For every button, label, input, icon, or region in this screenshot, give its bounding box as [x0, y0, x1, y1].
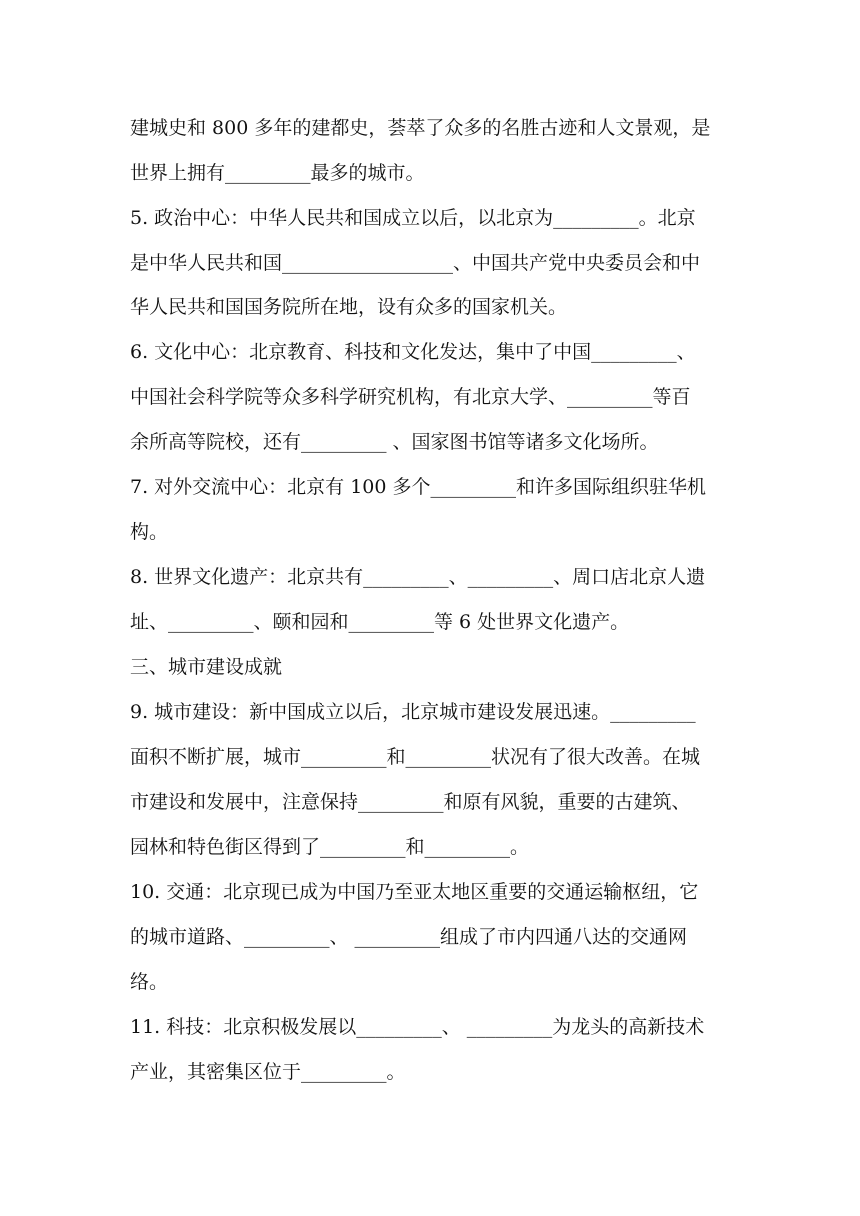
text-line: 华人民共和国国务院所在地，设有众多的国家机关。 [130, 296, 568, 318]
text-line: 中国社会科学院等众多科学研究机构，有北京大学、_________等百 [130, 386, 691, 408]
text-line: 址、_________、颐和园和_________等 6 处世界文化遗产。 [130, 611, 630, 633]
text-line: 络。 [130, 971, 169, 993]
text-line: 5. 政治中心：中华人民共和国成立以后，以北京为_________。北京 [130, 207, 696, 229]
text-line: 11. 科技：北京积极发展以_________、 _________为龙头的高新技术 [130, 1016, 705, 1038]
text-line: 的城市道路、_________、 _________组成了市内四通八达的交通网 [130, 926, 688, 948]
text-line: 构。 [130, 521, 169, 543]
text-line: 市建设和发展中，注意保持_________和原有风貌，重要的古建筑、 [130, 791, 691, 813]
text-line: 是中华人民共和国__________________、中国共产党中央委员会和中 [130, 252, 701, 274]
text-line: 10. 交通：北京现已成为中国乃至亚太地区重要的交通运输枢纽，它 [130, 881, 699, 903]
text-line: 9. 城市建设：新中国成立以后，北京城市建设发展迅速。_________ [130, 701, 696, 723]
section-heading: 三、城市建设成就 [130, 656, 283, 678]
text-line: 建城史和 800 多年的建都史，荟萃了众多的名胜古迹和人文景观，是 [130, 117, 711, 139]
text-line: 6. 文化中心：北京教育、科技和文化发达，集中了中国_________、 [130, 341, 696, 363]
text-line: 8. 世界文化遗产：北京共有_________、_________、周口店北京人遗 [130, 566, 706, 588]
text-line: 世界上拥有_________最多的城市。 [130, 162, 425, 184]
text-line: 面积不断扩展，城市_________和_________状况有了很大改善。在城 [130, 746, 701, 768]
text-line: 园林和特色街区得到了_________和_________。 [130, 836, 530, 858]
text-line: 余所高等院校，还有_________ 、国家图书馆等诸多文化场所。 [130, 431, 659, 453]
text-line: 7. 对外交流中心：北京有 100 多个_________和许多国际组织驻华机 [130, 476, 707, 498]
text-line: 产业，其密集区位于_________。 [130, 1061, 406, 1083]
